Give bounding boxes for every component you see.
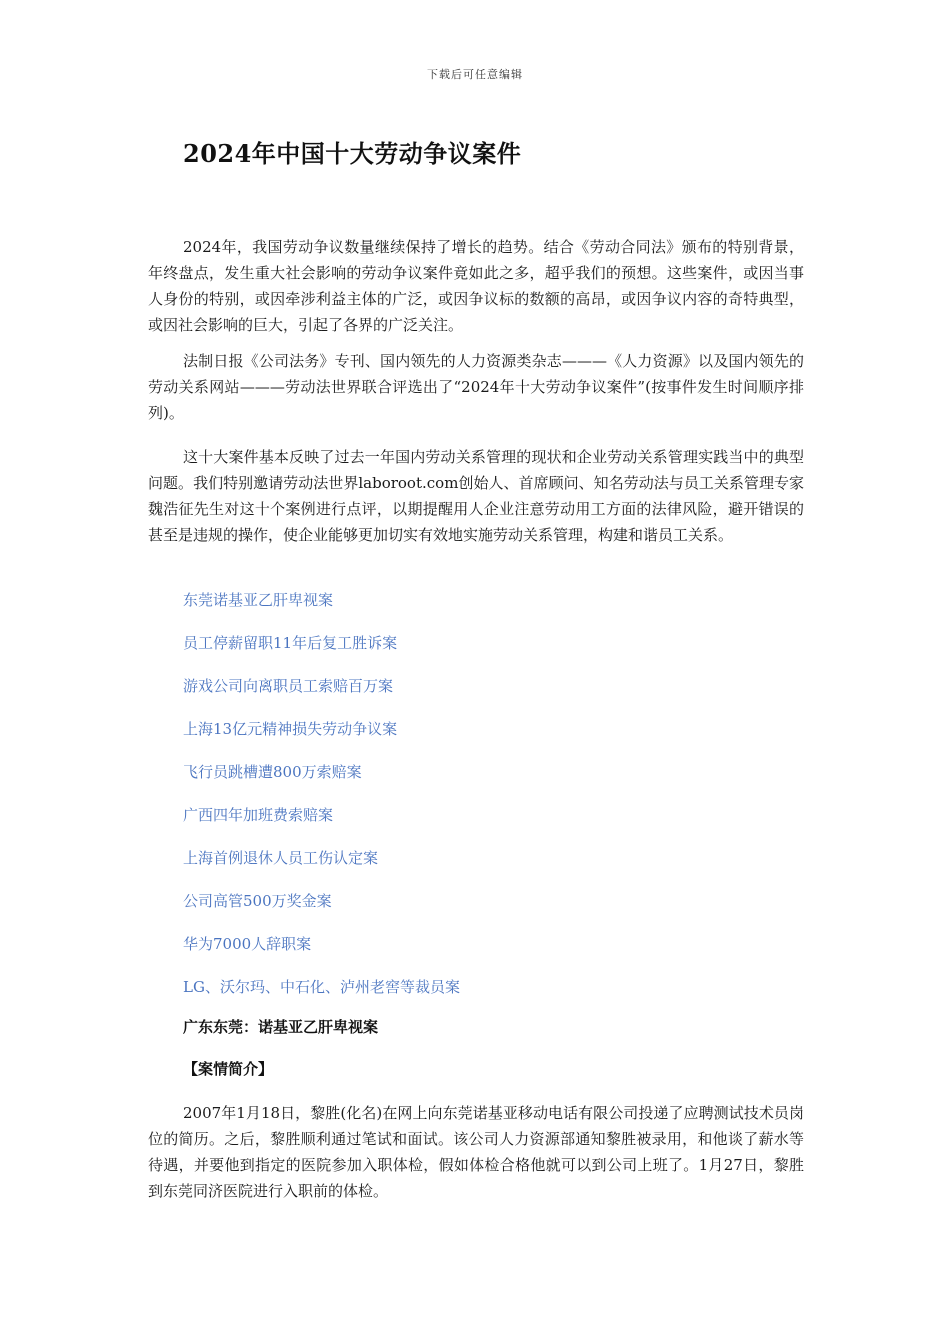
case-link-nokia[interactable]: 东莞诺基亚乙肝卑视案 bbox=[183, 591, 334, 609]
case-link-reinstatement[interactable]: 员工停薪留职11年后复工胜诉案 bbox=[183, 634, 398, 652]
selection-paragraph: 法制日报《公司法务》专刊、国内领先的人力资源类杂志———《人力资源》以及国内领先的劳动关系网站———劳动法世界联合评选出了“2024年十大劳动争议案件”(按事件发生时间顺序排列)。 bbox=[148, 352, 804, 422]
case-link-game-company[interactable]: 游戏公司向离职员工索赔百万案 bbox=[183, 677, 394, 695]
case-link-layoffs[interactable]: LG、沃尔玛、中石化、泸州老窖等裁员案 bbox=[183, 978, 460, 996]
list-item bbox=[183, 631, 460, 674]
case-link-guangxi-overtime[interactable]: 广西四年加班费索赔案 bbox=[183, 806, 334, 824]
list-item bbox=[183, 760, 460, 803]
header-note: 下载后可任意编辑 bbox=[427, 68, 523, 81]
case-link-retiree-injury[interactable]: 上海首例退休人员工伤认定案 bbox=[183, 849, 379, 867]
list-item bbox=[183, 932, 460, 975]
document-title: 2024年中国十大劳动争议案件 bbox=[183, 139, 522, 168]
case-link-pilot[interactable]: 飞行员跳槽遭800万索赔案 bbox=[183, 763, 362, 781]
case-summary-paragraph: 2007年1月18日，黎胜(化名)在网上向东莞诺基亚移动电话有限公司投递了应聘测试技术员岗位的简历。之后，黎胜顺利通过笔试和面试。该公司人力资源部通知黎胜被录用，和他谈了薪水等待遇，并要他到指定的医院参加入职体检，假如体检合格他就可以到公司上班了。1月27日，黎胜到东莞同济医院进行入职前的体检。 bbox=[148, 1104, 804, 1200]
case-link-executive-bonus[interactable]: 公司高管500万奖金案 bbox=[183, 892, 332, 910]
list-item bbox=[183, 975, 460, 1018]
list-item bbox=[183, 846, 460, 889]
intro-paragraph: 2024年，我国劳动争议数量继续保持了增长的趋势。结合《劳动合同法》颁布的特别背景，年终盘点，发生重大社会影响的劳动争议案件竟如此之多，超乎我们的预想。这些案件，或因当事人身份的特别，或因牵涉利益主体的广泛，或因争议标的数额的高昂，或因争议内容的奇特典型，或因社会影响的巨大，引起了各界的广泛关注。 bbox=[148, 238, 804, 334]
list-item bbox=[183, 588, 460, 631]
purpose-paragraph: 这十大案件基本反映了过去一年国内劳动关系管理的现状和企业劳动关系管理实践当中的典型问题。我们特别邀请劳动法世界laboroot.com创始人、首席顾问、知名劳动法与员工关系管理专家魏浩征先生对这十个案例进行点评，以期提醒用人企业注意劳动用工方面的法律风险，避开错误的甚至是违规的操作，使企业能够更加切实有效地实施劳动关系管理，构建和谐员工关系。 bbox=[148, 448, 804, 544]
case-summary-heading: 【案情简介】 bbox=[183, 1060, 274, 1078]
case-link-huawei[interactable]: 华为7000人辞职案 bbox=[183, 935, 312, 953]
section-heading: 广东东莞：诺基亚乙肝卑视案 bbox=[183, 1018, 379, 1036]
list-item bbox=[183, 717, 460, 760]
case-link-list bbox=[183, 588, 460, 1018]
case-link-shanghai-13-billion[interactable]: 上海13亿元精神损失劳动争议案 bbox=[183, 720, 398, 738]
list-item bbox=[183, 674, 460, 717]
list-item bbox=[183, 889, 460, 932]
list-item bbox=[183, 803, 460, 846]
